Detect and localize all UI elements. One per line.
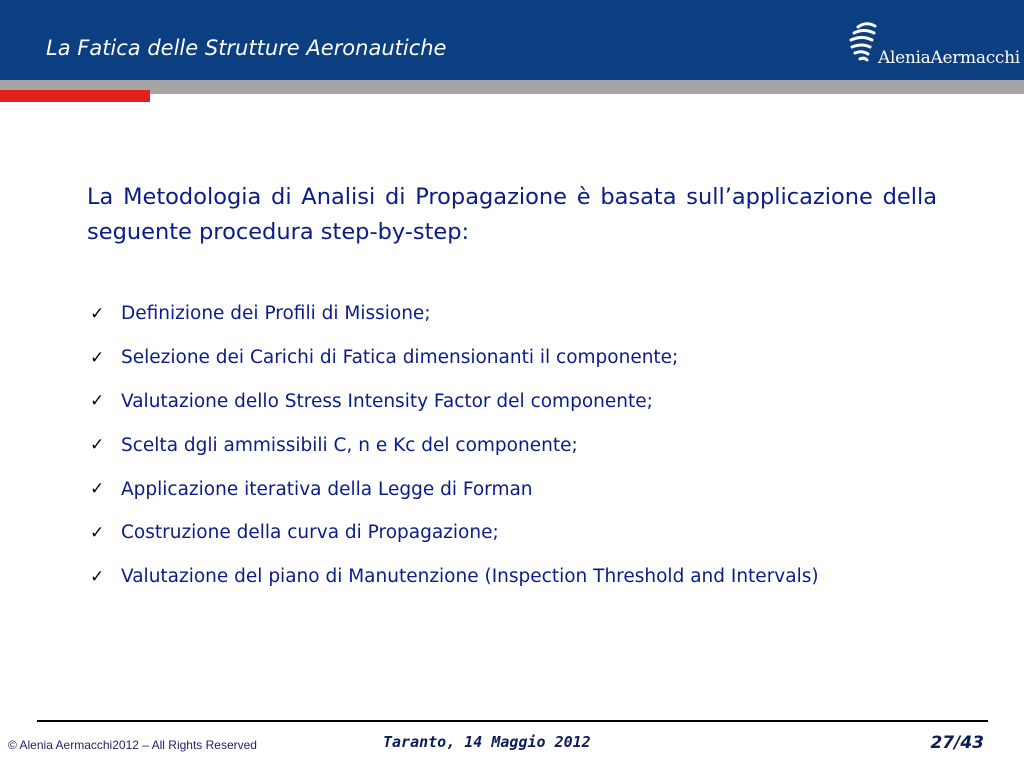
list-item [90,555,990,599]
footer-divider [37,720,988,722]
logo-wordmark: AleniaAermacchi [878,48,1020,68]
step-text: Valutazione del piano di Manutenzione (Inspection Threshold and Intervals) [121,566,819,588]
intro-paragraph: La Metodologia di Analisi di Propagazione è basata sull’applicazione della seguente procedura step-by-step: [87,184,937,245]
page-number: 27/43 [930,733,984,753]
list-item [90,292,990,336]
checkmark-icon: ✓ [90,479,105,500]
list-item [90,423,990,467]
steps-list [90,292,990,599]
header-gray-stripe [0,80,1024,94]
checkmark-icon: ✓ [90,435,105,456]
step-text: Selezione dei Carichi di Fatica dimensionanti il componente; [121,347,679,369]
step-text: Costruzione della curva di Propagazione; [121,522,499,544]
checkmark-icon: ✓ [90,566,105,587]
checkmark-icon: ✓ [90,303,105,324]
step-text: Applicazione iterativa della Legge di Forman [121,478,533,500]
header-red-accent [0,90,150,102]
list-item [90,380,990,424]
logo-swoosh-icon [848,20,882,64]
list-item [90,467,990,511]
step-text: Scelta dgli ammissibili C, n e Kc del componente; [121,434,578,456]
checkmark-icon: ✓ [90,522,105,543]
list-item [90,511,990,555]
step-text: Valutazione dello Stress Intensity Factor del componente; [121,390,653,412]
presentation-title: La Fatica delle Strutture Aeronautiche [46,36,447,60]
presentation-date: Taranto, 14 Maggio 2012 [383,733,591,751]
step-text: Definizione dei Profili di Missione; [121,303,431,325]
checkmark-icon: ✓ [90,347,105,368]
company-logo [848,20,1018,75]
list-item [90,336,990,380]
copyright-notice: © Alenia Aermacchi2012 – All Rights Reserved [8,738,257,752]
header-bar [0,0,1024,80]
checkmark-icon: ✓ [90,391,105,412]
